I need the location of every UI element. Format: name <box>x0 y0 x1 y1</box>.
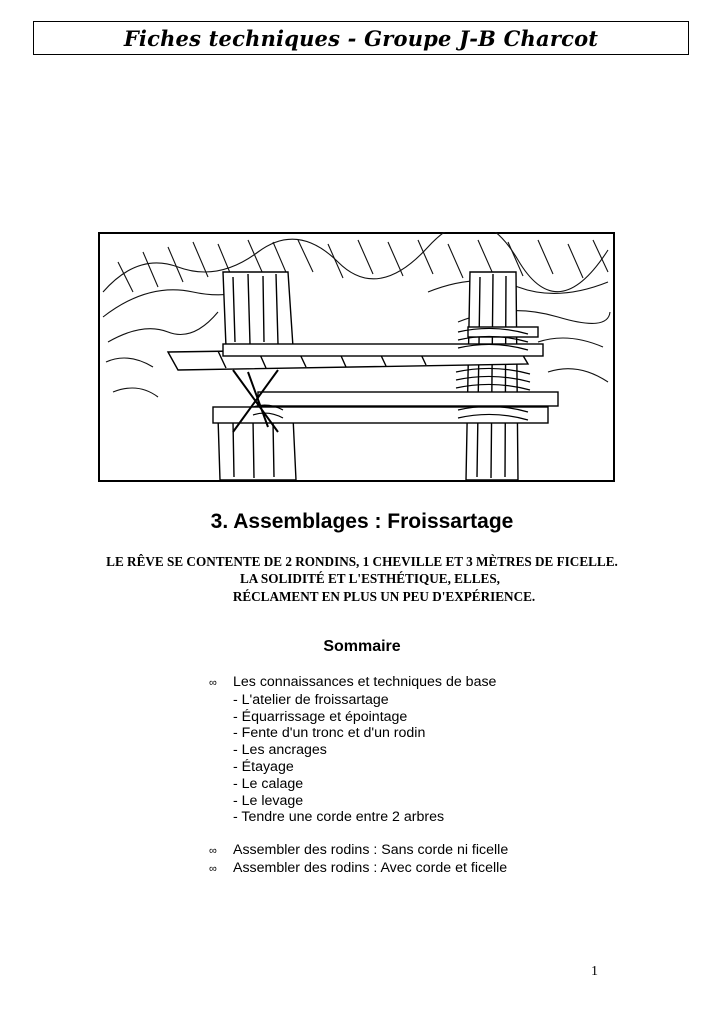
summary-item-label: Les connaissances et techniques de base <box>233 674 497 690</box>
list-item: - Tendre une corde entre 2 arbres <box>233 809 445 826</box>
list-item: - Le levage <box>233 792 304 809</box>
summary-heading: Sommaire <box>323 638 401 655</box>
header-box <box>33 21 689 55</box>
treehouse-illustration <box>98 232 615 482</box>
list-item <box>209 860 508 878</box>
summary-list <box>209 674 508 878</box>
infinity-bullet-icon: ∞ <box>209 677 217 689</box>
quote-line-1: LE RÊVE SE CONTENTE DE 2 RONDINS, 1 CHEVILLE ET 3 MÈTRES DE FICELLE. <box>106 554 618 569</box>
list-item: - Étayage <box>233 758 294 775</box>
quote-line-2: LA SOLIDITÉ ET L'ESTHÉTIQUE, ELLES, <box>240 571 500 586</box>
header-title: Fiches techniques - Groupe J-B Charcot <box>123 25 599 51</box>
main-title: 3. Assemblages : Froissartage <box>210 510 514 533</box>
list-item: - Le calage <box>233 775 304 792</box>
list-item: - Équarrissage et épointage <box>233 708 408 725</box>
quote-line-3: RÉCLAMENT EN PLUS UN PEU D'EXPÉRIENCE. <box>232 589 536 604</box>
list-item: - Les ancrages <box>233 742 327 759</box>
list-item <box>209 674 508 692</box>
list-item: - Fente d'un tronc et d'un rodin <box>233 725 426 742</box>
list-item: - L'atelier de froissartage <box>233 691 389 708</box>
page-number: 1 <box>591 964 598 979</box>
list-item <box>209 842 508 860</box>
infinity-bullet-icon: ∞ <box>209 845 217 858</box>
summary-item-label: Assembler des rodins : Avec corde et ficelle <box>233 859 508 876</box>
summary-item-label: Assembler des rodins : Sans corde ni ficelle <box>233 842 509 859</box>
infinity-bullet-icon: ∞ <box>209 862 217 875</box>
